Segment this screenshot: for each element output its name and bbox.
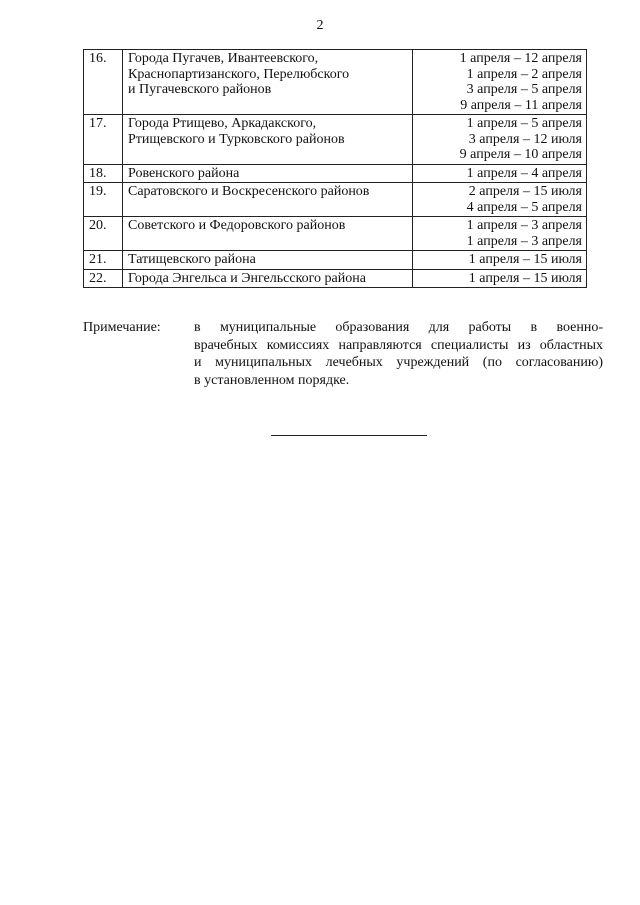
row-number: 21. — [84, 251, 123, 270]
date-range: 1 апреля – 15 июля — [468, 252, 582, 267]
date-range: 9 апреля – 10 апреля — [459, 147, 582, 162]
district-name-line: Ровенского района — [128, 165, 240, 181]
note-line: врачебных комиссиях направляются специалисты из областных — [194, 337, 603, 353]
district-name — [123, 115, 413, 165]
date-range: 1 апреля – 2 апреля — [466, 66, 582, 82]
date-ranges — [413, 251, 587, 270]
district-name-line: Города Ртищево, Аркадакского, — [128, 116, 317, 131]
date-range: 1 апреля – 4 апреля — [466, 165, 582, 181]
note-line: в муниципальные образования для работы в военно- — [194, 320, 603, 335]
table-row — [84, 251, 587, 270]
date-range: 1 апреля – 15 июля — [468, 270, 582, 286]
row-number: 19. — [84, 183, 123, 217]
district-name-line: Краснопартизанского, Перелюбского — [128, 66, 350, 82]
date-range: 1 апреля – 5 апреля — [466, 116, 582, 131]
note-line: в установленном порядке. — [194, 372, 350, 388]
district-name — [123, 269, 413, 288]
row-number: 17. — [84, 115, 123, 165]
district-name — [123, 183, 413, 217]
closing-rule — [271, 435, 427, 436]
note-line: и муниципальных лечебных учреждений (по согласованию) — [194, 355, 603, 370]
date-ranges — [413, 164, 587, 183]
date-ranges — [413, 217, 587, 251]
table-row — [84, 183, 587, 217]
row-number: 22. — [84, 269, 123, 288]
note-text — [194, 319, 603, 389]
schedule-table — [83, 49, 587, 288]
table-row — [84, 115, 587, 165]
date-range: 9 апреля – 11 апреля — [460, 97, 582, 113]
district-name-line: Ртищевского и Турковского районов — [128, 131, 345, 147]
district-name — [123, 164, 413, 183]
date-range: 1 апреля – 12 апреля — [459, 51, 582, 66]
date-ranges — [413, 269, 587, 288]
district-name-line: Города Пугачев, Ивантеевского, — [128, 51, 319, 66]
note-label: Примечание: — [83, 320, 161, 335]
table-row — [84, 269, 587, 288]
row-number: 16. — [84, 50, 123, 115]
district-name — [123, 50, 413, 115]
district-name-line: Города Энгельса и Энгельсского района — [128, 270, 366, 286]
page-number: 2 — [316, 18, 324, 33]
date-range: 3 апреля – 5 апреля — [466, 82, 582, 97]
district-name — [123, 217, 413, 251]
date-range: 3 апреля – 12 июля — [468, 131, 582, 147]
date-range: 1 апреля – 3 апреля — [466, 218, 582, 233]
district-name-line: и Пугачевского районов — [128, 82, 272, 97]
date-range: 2 апреля – 15 июля — [468, 184, 582, 199]
row-number: 18. — [84, 164, 123, 183]
date-range: 4 апреля – 5 апреля — [466, 199, 582, 215]
date-ranges — [413, 183, 587, 217]
table-row — [84, 217, 587, 251]
district-name — [123, 251, 413, 270]
district-name-line: Саратовского и Воскресенского районов — [128, 184, 370, 199]
date-range: 1 апреля – 3 апреля — [466, 233, 582, 249]
row-number: 20. — [84, 217, 123, 251]
table-row — [84, 50, 587, 115]
date-ranges — [413, 115, 587, 165]
district-name-line: Татищевского района — [128, 252, 256, 267]
schedule-table-body — [84, 50, 587, 288]
table-row — [84, 164, 587, 183]
district-name-line: Советского и Федоровского районов — [128, 218, 346, 233]
date-ranges — [413, 50, 587, 115]
